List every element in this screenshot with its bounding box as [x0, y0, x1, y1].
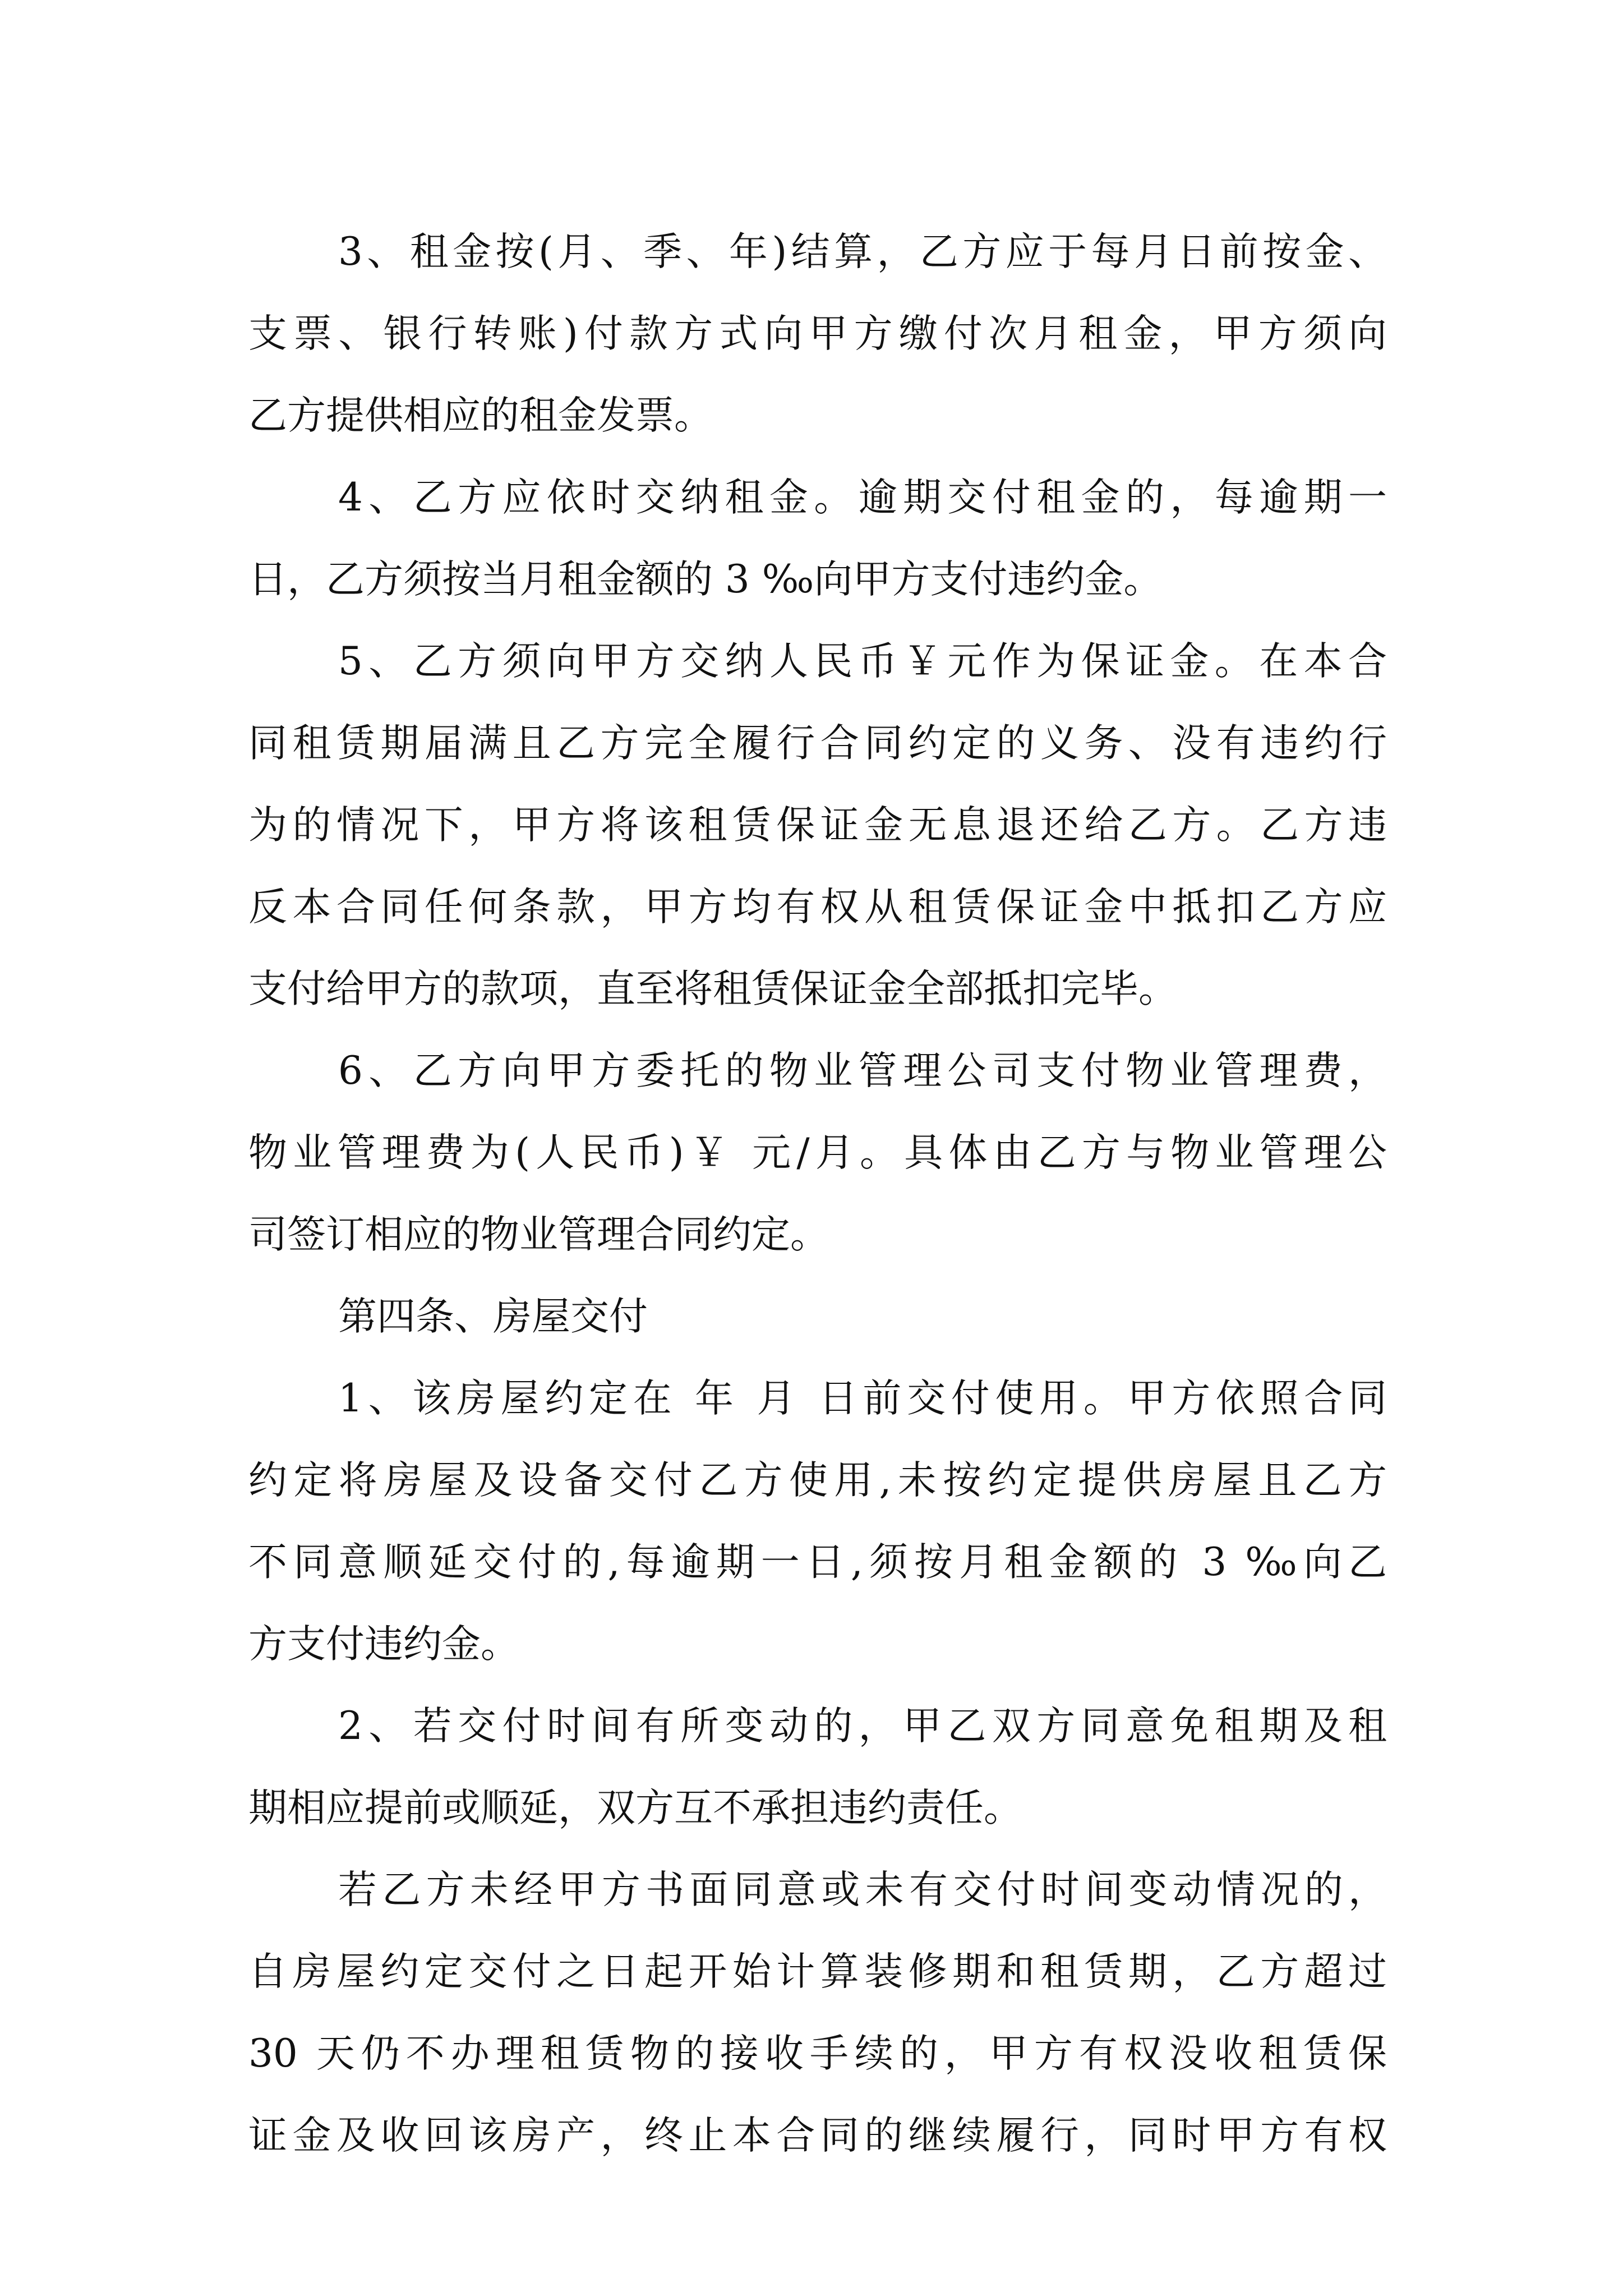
text-line: 不同意顺延交付的,每逾期一日,须按月租金额的 3 ‰向乙 [248, 1540, 1387, 1585]
text-line: 1、该房屋约定在 年 月 日前交付使用。甲方依照合同 [338, 1376, 1387, 1421]
text-line: 支票、银行转账)付款方式向甲方缴付次月租金，甲方须向 [248, 311, 1387, 356]
text-line: 方支付违约金。 [248, 1622, 519, 1667]
text-line: 期相应提前或顺延，双方互不承担违约责任。 [248, 1786, 1022, 1830]
text-line: 司签订相应的物业管理合同约定。 [248, 1212, 829, 1257]
text-line: 30 天仍不办理租赁物的接收手续的，甲方有权没收租赁保 [248, 2031, 1387, 2076]
text-line: 同租赁期届满且乙方完全履行合同约定的义务、没有违约行 [248, 721, 1387, 766]
text-line: 3、租金按(月、季、年)结算，乙方应于每月日前按金、 [338, 229, 1387, 274]
document-body [248, 211, 1387, 2177]
text-line: 反本合同任何条款，甲方均有权从租赁保证金中抵扣乙方应 [248, 885, 1387, 930]
section-heading: 第四条、房屋交付 [338, 1294, 648, 1339]
text-line: 物业管理费为(人民币)￥ 元/月。具体由乙方与物业管理公 [248, 1130, 1387, 1175]
text-line: 4、乙方应依时交纳租金。逾期交付租金的，每逾期一 [338, 475, 1387, 520]
text-line: 自房屋约定交付之日起开始计算装修期和租赁期，乙方超过 [248, 1949, 1387, 1994]
text-line: 日，乙方须按当月租金额的 3 ‰向甲方支付违约金。 [248, 557, 1163, 602]
text-line: 若乙方未经甲方书面同意或未有交付时间变动情况的， [338, 1867, 1387, 1912]
text-line: 2、若交付时间有所变动的，甲乙双方同意免租期及租 [338, 1704, 1387, 1749]
text-line: 乙方提供相应的租金发票。 [248, 393, 713, 438]
text-line: 证金及收回该房产，终止本合同的继续履行，同时甲方有权 [248, 2113, 1387, 2158]
text-line: 支付给甲方的款项，直至将租赁保证金全部抵扣完毕。 [248, 967, 1177, 1011]
text-line: 约定将房屋及设备交付乙方使用,未按约定提供房屋且乙方 [248, 1458, 1387, 1503]
text-line: 为的情况下，甲方将该租赁保证金无息退还给乙方。乙方违 [248, 803, 1387, 848]
text-line: 6、乙方向甲方委托的物业管理公司支付物业管理费， [338, 1048, 1387, 1093]
text-line: 5、乙方须向甲方交纳人民币￥元作为保证金。在本合 [338, 639, 1387, 684]
